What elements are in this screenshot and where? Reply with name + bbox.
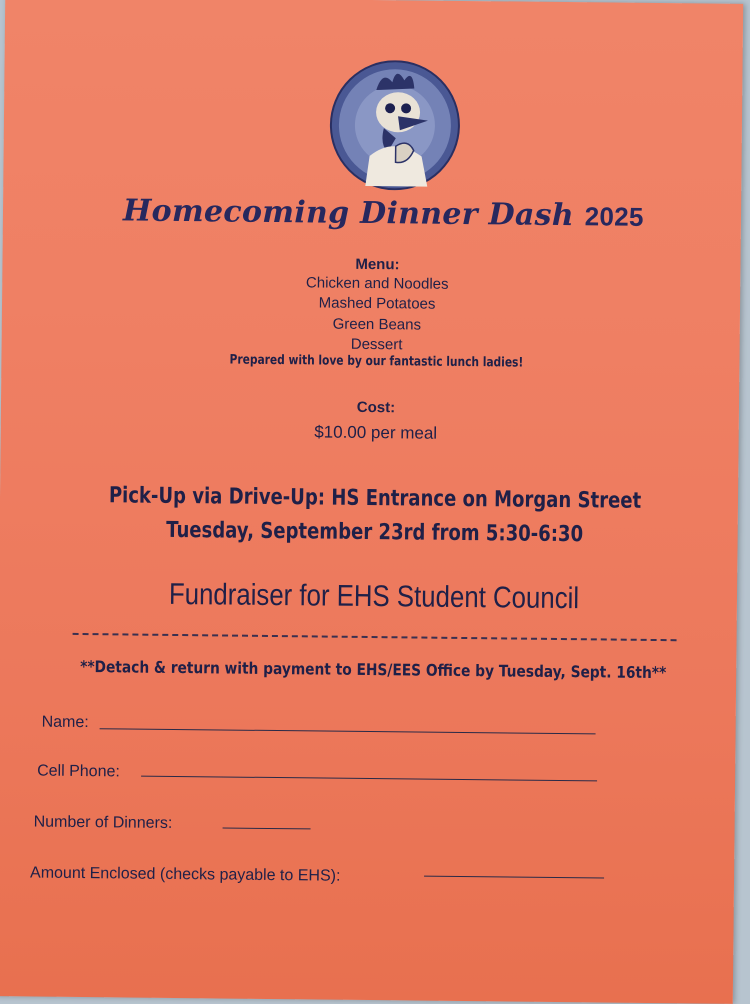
detach-instructions: **Detach & return with payment to EHS/EES Office by Tuesday, Sept. 16th** <box>80 656 667 683</box>
cell-phone-label: Cell Phone: <box>37 762 120 781</box>
rooster-logo <box>323 60 466 191</box>
pickup-location: Pick-Up via Drive-Up: HS Entrance on Morgan Street <box>108 483 642 514</box>
amount-label: Amount Enclosed (checks payable to EHS): <box>29 864 341 885</box>
cost-value: $10.00 per meal <box>314 422 438 443</box>
dinners-label: Number of Dinners: <box>33 813 173 832</box>
cost-heading: Cost: <box>356 398 396 417</box>
cell-phone-field[interactable] <box>141 776 597 782</box>
title-main: Homecoming Dinner Dash <box>122 193 575 234</box>
menu-item: Dessert <box>350 335 403 354</box>
menu-item: Mashed Potatoes <box>318 294 436 313</box>
name-field[interactable] <box>100 728 596 734</box>
dinners-field[interactable] <box>223 827 311 829</box>
title-year: 2025 <box>584 201 644 232</box>
event-title <box>123 193 643 233</box>
menu-heading: Menu: <box>355 255 400 274</box>
detach-line <box>73 633 677 641</box>
amount-field[interactable] <box>424 876 604 879</box>
name-label: Name: <box>41 713 89 732</box>
fundraiser-heading: Fundraiser for EHS Student Council <box>168 577 580 616</box>
menu-note: Prepared with love by our fantastic lunch ladies! <box>229 352 524 371</box>
menu-item: Chicken and Noodles <box>305 274 449 293</box>
pickup-time: Tuesday, September 23rd from 5:30-6:30 <box>166 517 584 548</box>
menu-item: Green Beans <box>332 315 422 334</box>
